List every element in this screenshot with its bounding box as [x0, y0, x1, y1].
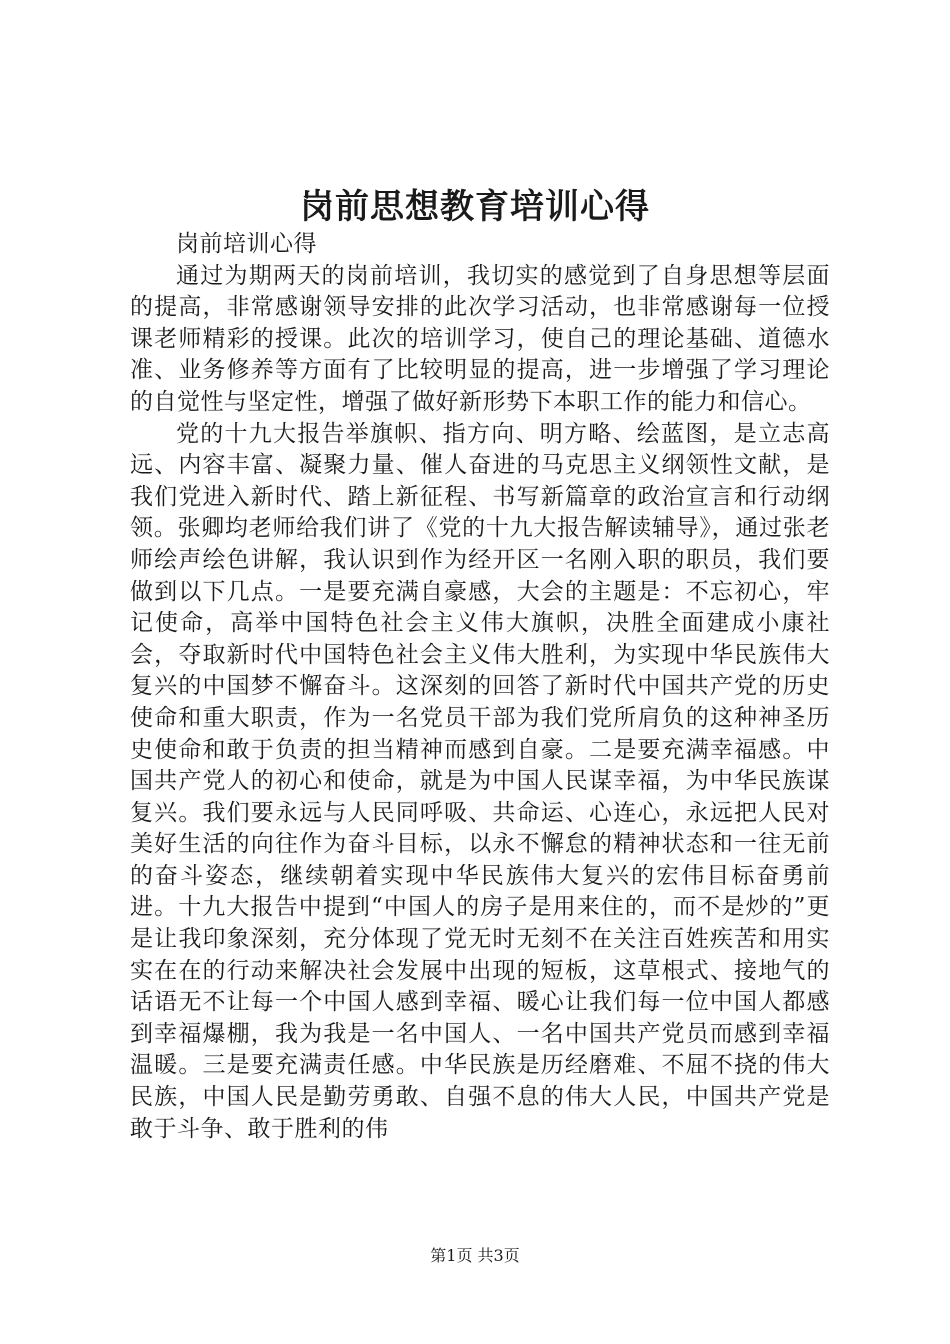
paragraph-2: 党的十九大报告举旗帜、指方向、明方略、绘蓝图，是立志高远、内容丰富、凝聚力量、催人奋进的马克思主义纲领性文献，是我们党进入新时代、踏上新征程、书写新篇章的政治宣言和行动纲领。张卿均老师给我们讲了《党的十九大报告解读辅导》，通过张老师绘声绘色讲解，我认识到作为经开区一名刚入职的职员，我们要做到以下几点。一是要充满自豪感，大会的主题是：不忘初心，牢记使命，高举中国特色社会主义伟大旗帜，决胜全面建成小康社会，夺取新时代中国特色社会主义伟大胜利，为实现中华民族伟大复兴的中国梦不懈奋斗。这深刻的回答了新时代中国共产党的历史使命和重大职责，作为一名党员干部为我们党所肩负的这种神圣历史使命和敢于负责的担当精神而感到自豪。二是要充满幸福感。中国共产党人的初心和使命，就是为中国人民谋幸福，为中华民族谋复兴。我们要永远与人民同呼吸、共命运、心连心，永远把人民对美好生活的向往作为奋斗目标，以永不懈怠的精神状态和一往无前的奋斗姿态，继续朝着实现中华民族伟大复兴的宏伟目标奋勇前进。十九大报告中提到“中国人的房子是用来住的，而不是炒的”更是让我印象深刻，充分体现了党无时无刻不在关注百姓疾苦和用实实在在的行动来解决社会发展中出现的短板，这草根式、接地气的话语无不让每一个中国人感到幸福、暖心让我们每一位中国人都感到幸福爆棚，我为我是一名中国人、一名中国共产党员而感到幸福温暖。三是要充满责任感。中华民族是历经磨难、不屈不挠的伟大民族，中国人民是勤劳勇敢、自强不息的伟大人民，中国共产党是敢于斗争、敢于胜利的伟 [130, 420, 830, 1142]
document-title: 岗前思想教育培训心得 [300, 187, 650, 227]
paragraph-subtitle: 岗前培训心得 [176, 231, 317, 257]
paragraph-1: 通过为期两天的岗前培训，我切实的感觉到了自身思想等层面的提高，非常感谢领导安排的此次学习活动，也非常感谢每一位授课老师精彩的授课。此次的培训学习，使自己的理论基础、道德水准、业务修养等方面有了比较明显的提高，进一步增强了学习理论的自觉性与坚定性，增强了做好新形势下本职工作的能力和信心。 [130, 262, 830, 415]
document-body [130, 229, 830, 1145]
page-number-footer: 第1页 共3页 [430, 1246, 520, 1265]
